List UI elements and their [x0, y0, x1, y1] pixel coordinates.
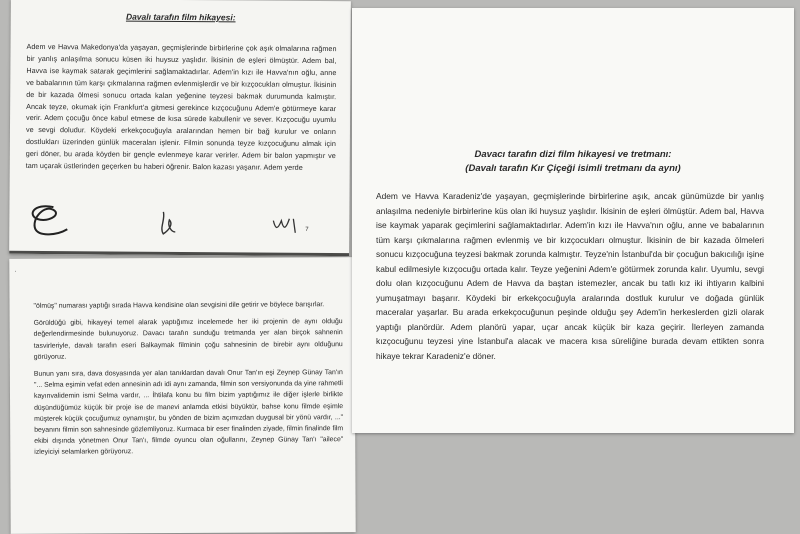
page-2-paragraph: Görüldüğü gibi, hikayeyi temel alarak yaptığımız incelemede her iki projenin de aynı olduğu değerlendirmesinde bulunuyoruz. Davacı tarafın sunduğu tretmanda yer alan birçok sahnenin tasvirleriyle, davalı tarafın eseri Balkaymak filminin çoğu sahnesinin de birebir aynı olduğunu görüyoruz. [33, 318, 343, 361]
handwritten-signatures-image [23, 189, 343, 251]
page-1-title: Davalı tarafın film hikayesi: [125, 11, 236, 23]
signature-1-icon [33, 206, 68, 234]
document-page-3 [352, 8, 794, 433]
page-3-subtitle: (Davalı tarafın Kır Çiçeği isimli tretmanı da aynı) [465, 163, 681, 174]
page-1-body-text: Adem ve Havva Makedonya'da yaşayan, geçmişlerinde birbirlerine çok aşık olmalarına rağmen bir yanlış anlaşılma sonucu küsen iki huysuz yaşlıdır. İkisinin de eşleri ölmüştür. Adem bal, Havva ise kaymak satarak geçimlerini sağlamaktadırlar. Adem'in kızı ile Havva'nın oğlu, anne ve babalarının tüm karşı çıkmalarına rağmen evlenmişlerdir ve bir kızçocukları olmuştur. İkisinin de bir kazada ölmesi sonucu ortada kalan yeğenine teyzesi bakmak durumunda kalmıştır. Ancak teyze, okumak için Frankfurt'a gitmesi gerekince kızçocuğunu Adem'e götürmeye karar verir. Adem çocuğu önce kabul etmese de kısa sürede kabullenir ve sever. Kızçocuğu uyumlu ve sevgi doludur. Köydeki erkekçocuğuyla aralarından hemen bir bağ kurulur ve onların dostlukları üzerinden günlük maceraları işlenir. Filmin sonunda teyze kızçocuğunu almak için geri döner, bu arada köyden bir gençle evlenmeye karar verirler. Adem bir balon yapmıştır ve tam uçarak üstlerinden geçerken bu haberi öğrenir. Balon kazası yaşanır. Adem yerde [25, 41, 337, 172]
page-2-body [34, 299, 344, 464]
document-page-2 [9, 257, 355, 534]
page-3-paragraph: Adem ve Havva Karadeniz'de yaşayan, geçmişlerinde birbirlerine aşık, ancak günümüzde bir yanlış anlaşılma nedeniyle birbirlerine küs olan iki huysuz yaşlıdır. İkisinin de eşleri ölmüştür. Adem bal, Havva ise kaymak yaparak geçimlerini sağlamaktadırlar. Adem'in kızı ile Havva'nın oğlu, anne ve babalarının tüm karşı çıkmalarına rağmen evlenmiş ve bir kızçocukları olmuştur. İkisinin de bir kazada ölmeleri sonucu kızçocuğuna teyzesi bakmak zorunda kalmıştır. Teyze'nin İstanbul'da bir çocuğun bakıcılığı işine kabul edilmesiyle kızçocuğu ortada kalır. Teyze yeğenini Adem'e götürmek zorunda kalır. Uyumlu, sevgi dolu olan kızçocuğunu Adem de Havva da baştan istemezler, ancak bu tatlı kız iki ihtiyarın kalbini yumuşatmayı başarır. Köydeki bir erkekçocuğuyla aralarında dostluk kurulur ve doğada günlük maceralar yaşarlar. Bu arada erkekçocuğunun peşinde olduğu şey Adem'in herkeslerden gizli olarak yaptığı planördür. Adem planörü yapar, uçar ancak küçük bir kaza geçirir. İlerleyen zamanda kızçocuğunu teyzesi yine İstanbul'a alacak ve macera kısa süreliğine burada devam ettikten sonra hikaye tekrar Karadeniz'e döner. [376, 191, 764, 361]
page-number: 7 [305, 226, 309, 233]
page-edge-shadow [9, 251, 349, 256]
page-3-body [376, 189, 764, 363]
page-3-title: Davacı tarafın dizi film hikayesi ve tretmanı: [474, 149, 672, 160]
corner-mark: · [14, 268, 17, 275]
signature-2-icon [162, 212, 176, 234]
document-page-1 [9, 0, 351, 256]
page-2-paragraph: Bunun yanı sıra, dava dosyasında yer alan tanıklardan davalı Onur Tan'ın eşi Zeynep Günay Tan'ın "... Selma eşimin vefat eden annesinin adı idi aynı zamanda, filmin son versiyonunda da yine rahmetli kayınvalidemin ismi Selma vardır, ... İhtilafa konu bu film bizim yaptığımız ile diğer işlerle birlikte düşündüğümüz küçük bir proje ise de manevi anlamda etkisi büyüktür, bahse konu filmde eşimle müşterek küçük çocuğumuz oynamıştır, bu yönden de bizim açımızdan duygusal bir yönü vardır, ..." beyanını filmin son sahnesinde gözlemliyoruz. Kurmaca bir eser finalinden ziyade, filmin finalinde film ekibi dışında yönetmen Onur Tan'ı, filmde oyuncu olan oğullarını, Zeynep Günay Tan'ı "ailece" izleyiciyi selamlarken görüyoruz. [33, 369, 344, 457]
page-2-paragraph: "ölmüş" numarası yaptığı sırada Havva kendisine olan sevgisini dile getirir ve böylece barışırlar. [33, 301, 325, 310]
signature-3-icon [273, 219, 295, 233]
